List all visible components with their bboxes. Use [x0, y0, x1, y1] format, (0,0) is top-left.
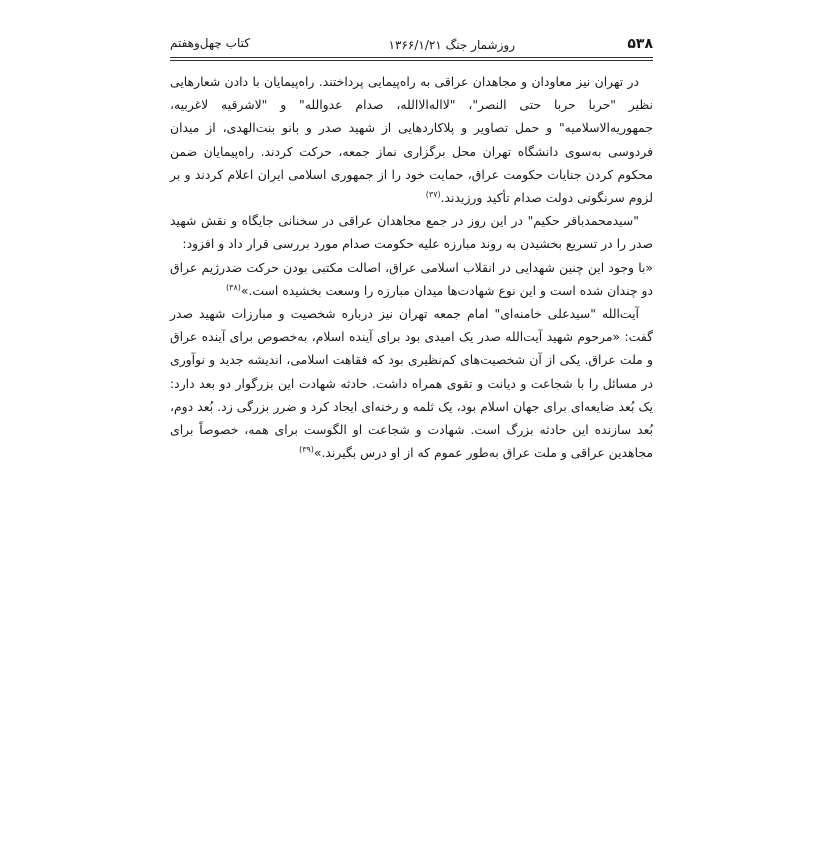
header-rule-secondary — [170, 60, 653, 61]
quote-paragraph — [170, 256, 653, 302]
paragraph-text: در تهران نیز معاودان و مجاهدان عراقی به راه‌پیمایی پرداختند. راه‌پیمایان با دادن شعارهایی نظیر "حربا حربا حتی النصر"، "لااله‌الاالله، صدام عدوالله" و "لاشرقیه لاغربیه، جمهوریه‌الاسلامیه" و حمل تصاویر و پلاکاردهایی از شهید صدر و بانو بنت‌الهدی، از میدان فردوسی به‌سوی دانشگاه تهران محل برگزاری نماز جمعه، حرکت کردند. راه‌پیمایان ضمن محکوم کردن جنایات حکومت عراق، حمایت خود را از جمهوری اسلامی ایران اعلام کردند و بر لزوم سرنگونی دولت صدام تأکید ورزیدند. — [170, 74, 653, 206]
footnote-marker: (۳۸) — [226, 282, 241, 292]
paragraph-text: آیت‌الله "سیدعلی خامنه‌ای" امام جمعه تهران نیز درباره شخصیت و مبارزات شهید صدر گفت: «مرحوم شهید آیت‌الله صدر یک امیدی بود برای آینده اسلام، به‌خصوص برای آینده عراق و ملت عراق. یکی از آن شخصیت‌های کم‌نظیری بود که فقاهت اسلامی، اندیشه جدید و نوآوری در مسائل را با شجاعت و دیانت و تقوی همراه داشت. حادثه شهادت این بزرگوار دو بعد دارد: یک بُعد ضایعه‌ای برای جهان اسلام بود، یک ثلمه و رخنه‌ای ایجاد کرد و ضرر بزرگی زد. بُعد دوم، بُعد سازنده این حادثه بزرگ است. شهادت و شجاعت او الگوست برای همه، خصوصاً برای مجاهدین عراقی و ملت عراق به‌طور عموم که از او درس بگیرند.» — [170, 306, 653, 461]
page-header — [170, 36, 653, 56]
paragraph-2 — [170, 209, 653, 255]
paragraph-4 — [170, 302, 653, 464]
page-number: ۵۳۸ — [627, 36, 653, 52]
book-title: کتاب چهل‌وهفتم — [170, 36, 250, 50]
header-rule — [170, 57, 653, 58]
footnote-marker: (۳۷) — [425, 189, 441, 199]
running-title: روزشمار جنگ ۱۳۶۶/۱/۲۱ — [388, 38, 515, 52]
footnote-marker: (۳۹) — [299, 445, 314, 455]
paragraph-text: "سیدمحمدباقر حکیم" در این روز در جمع مجاهدان عراقی در سخنانی جایگاه و نقش شهید صدر را در تسریع بخشیدن به روند مبارزه علیه حکومت صدام مورد بررسی قرار داد و افزود: — [170, 213, 653, 252]
body-text — [170, 70, 653, 464]
paragraph-text: «با وجود این چنین شهدایی در انقلاب اسلامی عراق، اصالت مکتبی بودن حرکت ضدرژیم عراق دو چندان شده است و این نوع شهادت‌ها میدان مبارزه را وسعت بخشیده است.» — [170, 259, 653, 298]
paragraph-1 — [170, 70, 653, 209]
